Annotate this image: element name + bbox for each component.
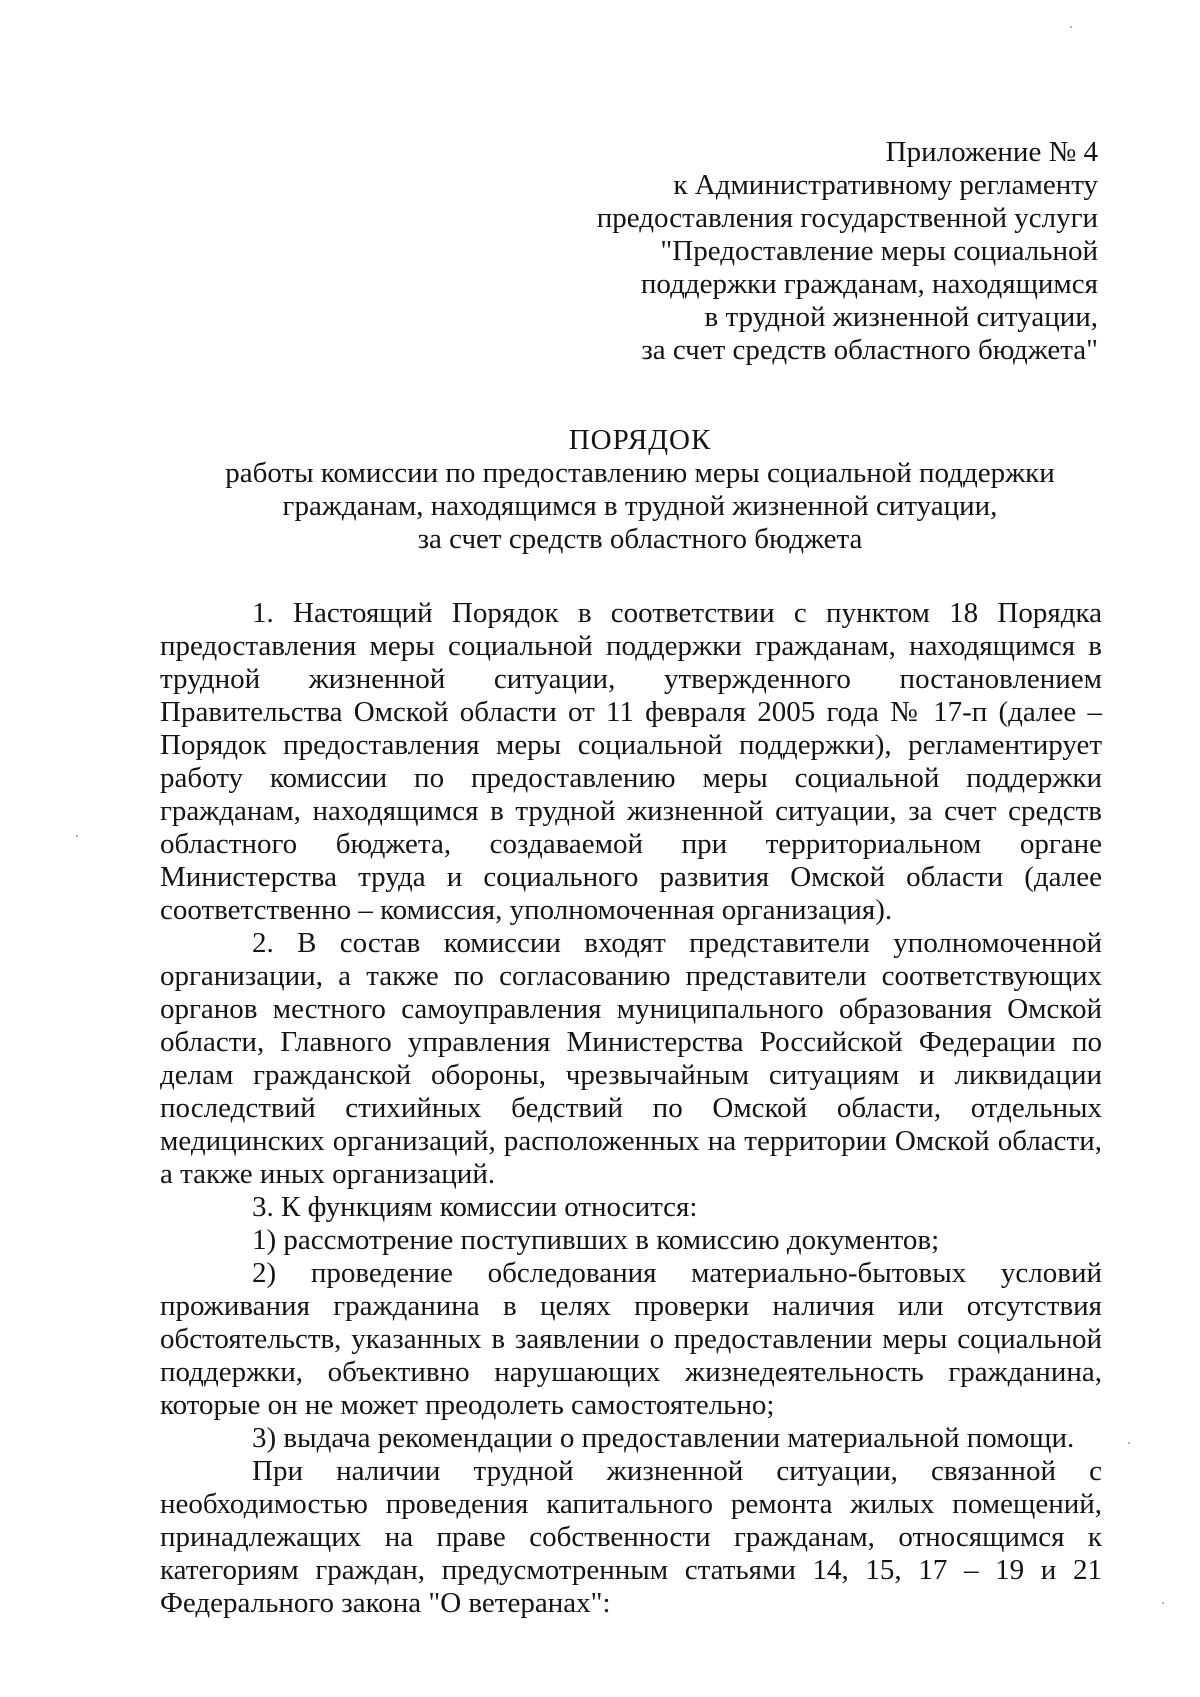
- scan-speck: [1162, 1602, 1164, 1604]
- appendix-header: [478, 136, 1098, 367]
- document-body: [160, 597, 1102, 1620]
- appendix-line: поддержки гражданам, находящимся: [640, 268, 1098, 300]
- title-subtitle-line: за счет средств областного бюджета: [417, 523, 863, 555]
- scan-speck: [1070, 26, 1072, 28]
- document-title: [160, 424, 1120, 556]
- appendix-line: Приложение № 4: [885, 136, 1098, 168]
- scan-speck: [76, 835, 78, 837]
- appendix-line: предоставления государственной услуги: [596, 202, 1098, 234]
- appendix-line: за счет средств областного бюджета": [641, 334, 1098, 366]
- paragraph-subitem-3: 3) выдача рекомендации о предоставлении материальной помощи.: [252, 1422, 1075, 1454]
- paragraph-subitem-1: 1) рассмотрение поступивших в комиссию документов;: [252, 1224, 940, 1256]
- appendix-line: "Предоставление меры социальной: [660, 235, 1098, 267]
- paragraph-item-2: 2. В состав комиссии входят представители уполномоченной организации, а также по согласованию представители соответствующих органов местного самоуправления муниципального образования Омской области, Главного управления Министерства Российской Федерации по делам гражданской обороны, чрезвычайным ситуациям и ликвидации последствий стихийных бедствий по Омской области, отдельных медицинских организаций, расположенных на территории Омской области, а также иных организаций.: [160, 927, 1102, 1190]
- appendix-line: к Административному регламенту: [673, 169, 1098, 201]
- paragraph-subitem-2: 2) проведение обследования материально-бытовых условий проживания гражданина в целях проверки наличия или отсутствия обстоятельств, указанных в заявлении о предоставлении меры социальной поддержки, объективно нарушающих жизнедеятельность гражданина, которые он не может преодолеть самостоятельно;: [160, 1257, 1102, 1421]
- paragraph-veterans: При наличии трудной жизненной ситуации, связанной с необходимостью проведения капитального ремонта жилых помещений, принадлежащих на праве собственности гражданам, относящимся к категориям граждан, предусмотренным статьями 14, 15, 17 – 19 и 21 Федерального закона "О ветеранах":: [160, 1455, 1102, 1619]
- paragraph-item-3: 3. К функциям комиссии относится:: [252, 1191, 698, 1223]
- paragraph-item-1: 1. Настоящий Порядок в соответствии с пунктом 18 Порядка предоставления меры социальной поддержки гражданам, находящимся в трудной жизненной ситуации, утвержденного постановлением Правительства Омской области от 11 февраля 2005 года № 17-п (далее – Порядок предоставления меры социальной поддержки), регламентирует работу комиссии по предоставлению меры социальной поддержки гражданам, находящимся в трудной жизненной ситуации, за счет средств областного бюджета, создаваемой при территориальном органе Министерства труда и социального развития Омской области (далее соответственно – комиссия, уполномоченная организация).: [160, 597, 1102, 926]
- title-subtitle-line: гражданам, находящимся в трудной жизненной ситуации,: [282, 490, 998, 522]
- scan-speck: [1128, 1442, 1130, 1444]
- title-heading: ПОРЯДОК: [568, 424, 712, 456]
- appendix-line: в трудной жизненной ситуации,: [704, 301, 1098, 333]
- title-subtitle-line: работы комиссии по предоставлению меры социальной поддержки: [225, 457, 1055, 489]
